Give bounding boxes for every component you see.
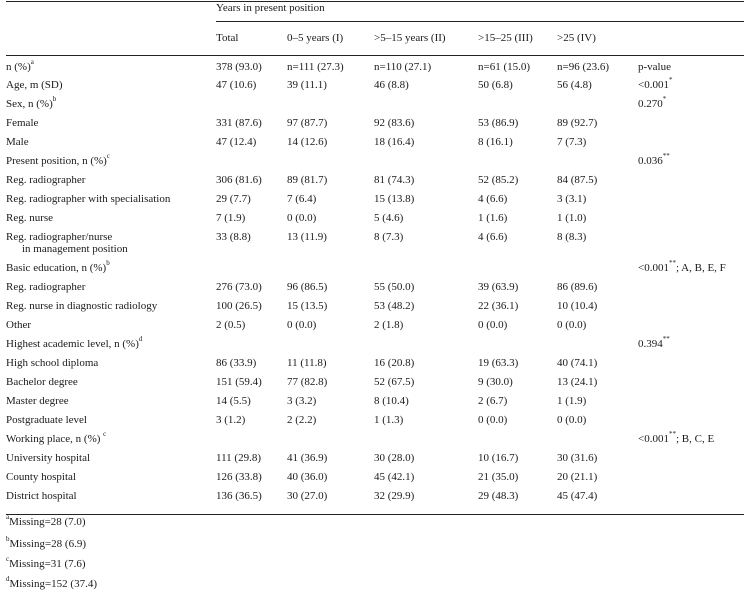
p-value-cell <box>638 95 667 111</box>
table-cell: 15 (13.8) <box>374 193 415 205</box>
row-label-text: Sex, n (%) <box>6 98 53 110</box>
row-label <box>6 376 78 389</box>
table-cell: 2 (1.8) <box>374 319 404 331</box>
table-cell: 22 (36.1) <box>478 300 519 312</box>
table-cell: n=111 (27.3) <box>287 61 344 73</box>
table-cell: 89 (81.7) <box>287 174 328 186</box>
row-label <box>6 335 143 351</box>
footnote-marker: b <box>6 535 10 544</box>
table-cell: 306 (81.6) <box>216 174 262 186</box>
table-cell: 14 (12.6) <box>287 136 328 148</box>
table-cell: 13 (24.1) <box>557 376 598 388</box>
p-value-text: <0.001 <box>638 262 669 274</box>
p-value-text: p-value <box>638 61 671 73</box>
footnote-marker: c <box>106 152 110 161</box>
posthoc-groups: ; A, B, E, F <box>675 262 726 274</box>
footnote-marker: b <box>52 95 57 104</box>
footnote-marker: d <box>6 575 10 584</box>
table-cell: 92 (83.6) <box>374 117 415 129</box>
table-cell: 8 (8.3) <box>557 231 587 243</box>
row-label <box>6 152 110 168</box>
row-label-text: Other <box>6 319 32 331</box>
table-cell: 136 (36.5) <box>216 490 262 502</box>
table-cell: 7 (1.9) <box>216 212 246 224</box>
row-label-text: University hospital <box>6 452 91 464</box>
row-label-text: Basic education, n (%) <box>6 262 107 274</box>
table-cell: 45 (42.1) <box>374 471 415 483</box>
table-cell: 15 (13.5) <box>287 300 328 312</box>
footnote <box>6 535 86 551</box>
footnote <box>6 555 86 571</box>
row-label-text: Age, m (SD) <box>6 79 63 91</box>
row-label-text: Bachelor degree <box>6 376 78 388</box>
table-cell: 55 (50.0) <box>374 281 415 293</box>
row-label-text: Postgraduate level <box>6 414 87 426</box>
table-cell: 9 (30.0) <box>478 376 513 388</box>
p-value-cell <box>638 335 670 351</box>
table-cell: 39 (63.9) <box>478 281 519 293</box>
significance-marker: ** <box>668 430 676 439</box>
table-cell: 276 (73.0) <box>216 281 262 293</box>
table-cell: 20 (21.1) <box>557 471 598 483</box>
table-cell: 331 (87.6) <box>216 117 262 129</box>
table-cell: 4 (6.6) <box>478 231 508 243</box>
table-cell: 96 (86.5) <box>287 281 328 293</box>
row-label-text: District hospital <box>6 490 77 502</box>
row-label <box>6 79 63 92</box>
table-cell: 7 (7.3) <box>557 136 587 148</box>
significance-marker: ** <box>662 152 670 161</box>
table-cell: 5 (4.6) <box>374 212 404 224</box>
table-cell: 151 (59.4) <box>216 376 262 388</box>
row-label-text: n (%) <box>6 61 31 73</box>
row-label-text: Reg. nurse <box>6 212 54 224</box>
table-cell: 0 (0.0) <box>557 414 587 426</box>
table-cell: 29 (48.3) <box>478 490 519 502</box>
footnote-marker: c <box>6 555 10 564</box>
table-cell: 32 (29.9) <box>374 490 415 502</box>
column-header: 0–5 years (I) <box>287 32 344 44</box>
table-cell: 11 (11.8) <box>287 357 327 369</box>
p-value-text: <0.001 <box>638 79 669 91</box>
table-cell: 10 (16.7) <box>478 452 519 464</box>
table-cell: 14 (5.5) <box>216 395 251 407</box>
footnote-text: Missing=28 (6.9) <box>9 538 86 550</box>
significance-marker: * <box>662 95 667 104</box>
row-label <box>6 95 57 111</box>
table-cell: 81 (74.3) <box>374 174 415 186</box>
table-cell: 3 (3.2) <box>287 395 317 407</box>
table-cell: 47 (10.6) <box>216 79 257 91</box>
table-cell: 111 (29.8) <box>216 452 262 464</box>
table-cell: 1 (1.9) <box>557 395 587 407</box>
significance-marker: ** <box>668 259 676 268</box>
table-cell: 1 (1.6) <box>478 212 508 224</box>
row-label <box>6 259 110 275</box>
p-value-text: 0.270 <box>638 98 663 110</box>
table-bottom-rule <box>6 514 744 515</box>
column-header: Total <box>216 32 239 44</box>
footnote-text: Missing=152 (37.4) <box>9 578 97 590</box>
row-label-text: High school diploma <box>6 357 99 369</box>
table-cell: 8 (10.4) <box>374 395 409 407</box>
row-label <box>6 471 76 484</box>
table-cell: 40 (36.0) <box>287 471 328 483</box>
row-label <box>6 174 85 187</box>
row-label <box>6 117 38 130</box>
table-cell: n=96 (23.6) <box>557 61 610 73</box>
row-label <box>6 430 107 446</box>
table-cell: 30 (28.0) <box>374 452 415 464</box>
p-value-text: 0.394 <box>638 338 663 350</box>
column-header: >25 (IV) <box>557 32 596 44</box>
column-header: >5–15 years (II) <box>374 32 446 44</box>
table-cell: 46 (8.8) <box>374 79 409 91</box>
table-cell: 45 (47.4) <box>557 490 598 502</box>
p-value-cell <box>638 259 726 275</box>
table-cell: 3 (1.2) <box>216 414 246 426</box>
table-cell: 1 (1.0) <box>557 212 587 224</box>
table-cell: 41 (36.9) <box>287 452 328 464</box>
table-cell: 4 (6.6) <box>478 193 508 205</box>
table-cell: 30 (31.6) <box>557 452 598 464</box>
table-cell: 33 (8.8) <box>216 231 251 243</box>
footnote-text: Missing=28 (7.0) <box>9 516 86 528</box>
table-cell: 100 (26.5) <box>216 300 262 312</box>
table-cell: 53 (86.9) <box>478 117 519 129</box>
table-cell: 13 (11.9) <box>287 231 327 243</box>
table-cell: 0 (0.0) <box>287 212 317 224</box>
p-value-cell <box>638 76 673 92</box>
row-label <box>6 395 69 408</box>
table-cell: 21 (35.0) <box>478 471 519 483</box>
significance-marker: * <box>668 76 673 85</box>
row-label-text: Male <box>6 136 29 148</box>
footnote-text: Missing=31 (7.6) <box>9 558 86 570</box>
column-spanner: Years in present position <box>216 2 325 14</box>
table-cell: 84 (87.5) <box>557 174 598 186</box>
table-cell: 97 (87.7) <box>287 117 328 129</box>
p-value-text: <0.001 <box>638 433 669 445</box>
table-top-rule <box>6 1 744 2</box>
row-label <box>6 300 157 313</box>
p-value-cell <box>638 430 715 446</box>
table-cell: 40 (74.1) <box>557 357 598 369</box>
row-label <box>6 58 34 74</box>
table-cell: 29 (7.7) <box>216 193 251 205</box>
footnote <box>6 575 97 591</box>
table-cell: n=61 (15.0) <box>478 61 531 73</box>
row-label <box>6 357 98 370</box>
table-cell: 77 (82.8) <box>287 376 328 388</box>
table-cell: 16 (20.8) <box>374 357 415 369</box>
row-label <box>6 452 90 465</box>
p-value-text: 0.036 <box>638 155 663 167</box>
row-label-text: Working place, n (%) <box>6 433 104 445</box>
table-cell: 0 (0.0) <box>478 319 508 331</box>
row-label <box>6 319 31 332</box>
table-cell: 50 (6.8) <box>478 79 513 91</box>
table-cell: 47 (12.4) <box>216 136 257 148</box>
table-cell: 52 (85.2) <box>478 174 519 186</box>
row-label-text: Reg. radiographer <box>6 281 86 293</box>
footnote-marker: a <box>30 58 34 67</box>
table-cell: 86 (33.9) <box>216 357 257 369</box>
table-cell: 2 (0.5) <box>216 319 246 331</box>
table-cell: 86 (89.6) <box>557 281 598 293</box>
table-cell: 378 (93.0) <box>216 61 262 73</box>
row-label-text: Master degree <box>6 395 69 407</box>
table-cell: 8 (16.1) <box>478 136 513 148</box>
row-label-text: Present position, n (%) <box>6 155 107 167</box>
table-cell: 18 (16.4) <box>374 136 415 148</box>
table-cell: 3 (3.1) <box>557 193 587 205</box>
table-cell: 0 (0.0) <box>478 414 508 426</box>
footnote-marker: c <box>103 430 107 439</box>
table-cell: 52 (67.5) <box>374 376 415 388</box>
row-label <box>6 490 77 503</box>
table-cell: 10 (10.4) <box>557 300 598 312</box>
footnote <box>6 513 86 529</box>
table-cell: 19 (63.3) <box>478 357 519 369</box>
row-label-text: Highest academic level, n (%) <box>6 338 139 350</box>
row-label <box>6 281 85 294</box>
row-label <box>6 212 53 225</box>
row-label-continued: in management position <box>22 243 128 255</box>
header-bottom-rule <box>6 55 744 56</box>
row-label-text: County hospital <box>6 471 76 483</box>
table-cell: 0 (0.0) <box>557 319 587 331</box>
row-label <box>6 136 29 149</box>
significance-marker: ** <box>662 335 670 344</box>
table-cell: 39 (11.1) <box>287 79 327 91</box>
row-label-text: Reg. radiographer with specialisation <box>6 193 171 205</box>
table-cell: 30 (27.0) <box>287 490 328 502</box>
table-cell: 126 (33.8) <box>216 471 262 483</box>
table-cell: n=110 (27.1) <box>374 61 432 73</box>
row-label-text: Reg. radiographer <box>6 174 86 186</box>
p-value-cell <box>638 152 670 168</box>
table-cell: 1 (1.3) <box>374 414 404 426</box>
table-cell: 53 (48.2) <box>374 300 415 312</box>
column-header: >15–25 (III) <box>478 32 533 44</box>
footnote-marker: a <box>6 513 10 522</box>
table-cell: 2 (2.2) <box>287 414 317 426</box>
spanner-rule <box>216 21 744 22</box>
row-label <box>6 414 87 427</box>
table-cell: 2 (6.7) <box>478 395 508 407</box>
footnote-marker: d <box>138 335 143 344</box>
row-label <box>6 193 170 206</box>
row-label-text: Reg. radiographer/nurse <box>6 231 113 243</box>
posthoc-groups: ; B, C, E <box>675 433 715 445</box>
table-cell: 7 (6.4) <box>287 193 317 205</box>
p-value-cell <box>638 61 671 74</box>
table-cell: 89 (92.7) <box>557 117 598 129</box>
footnote-marker: b <box>106 259 110 268</box>
table-cell: 0 (0.0) <box>287 319 317 331</box>
row-label-text: Reg. nurse in diagnostic radiology <box>6 300 158 312</box>
table-cell: 56 (4.8) <box>557 79 592 91</box>
table-cell: 8 (7.3) <box>374 231 404 243</box>
row-label-text: Female <box>6 117 39 129</box>
